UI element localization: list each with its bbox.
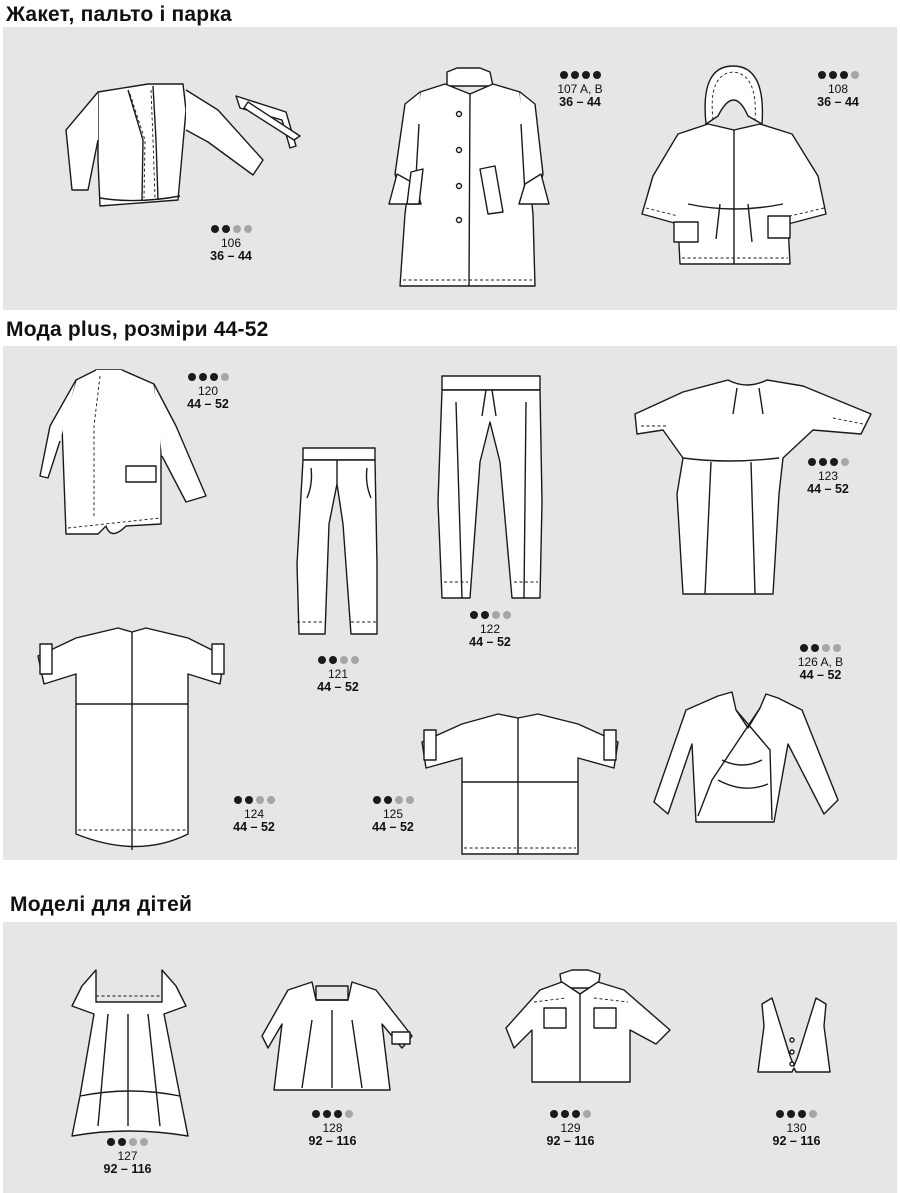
label-129: [538, 1110, 603, 1149]
difficulty-dot-empty: [395, 796, 403, 804]
difficulty-dots-108: [808, 71, 868, 81]
difficulty-dot-empty: [256, 796, 264, 804]
section-title-kids: Моделі для дітей: [10, 893, 193, 916]
difficulty-dots-127: [95, 1138, 160, 1148]
difficulty-dot-filled: [593, 71, 601, 79]
difficulty-dots-125: [363, 796, 423, 806]
difficulty-dot-filled: [245, 796, 253, 804]
difficulty-dot-empty: [129, 1138, 137, 1146]
difficulty-dot-filled: [560, 71, 568, 79]
difficulty-dot-empty: [233, 225, 241, 233]
difficulty-dot-filled: [800, 644, 808, 652]
difficulty-dot-filled: [550, 1110, 558, 1118]
difficulty-dot-filled: [318, 656, 326, 664]
sketch-125-blouse[interactable]: [418, 712, 623, 862]
difficulty-dot-empty: [351, 656, 359, 664]
sketch-129-shirt[interactable]: [500, 968, 675, 1088]
difficulty-dots-129: [538, 1110, 603, 1120]
difficulty-dot-empty: [345, 1110, 353, 1118]
model-number-126: 126 A, B: [797, 655, 844, 669]
difficulty-dot-filled: [234, 796, 242, 804]
difficulty-dot-filled: [776, 1110, 784, 1118]
difficulty-dot-filled: [373, 796, 381, 804]
label-120: [178, 373, 238, 412]
difficulty-dot-filled: [798, 1110, 806, 1118]
model-number-108: 108: [827, 82, 849, 96]
difficulty-dot-filled: [329, 656, 337, 664]
label-127: [95, 1138, 160, 1177]
model-sizes-126: 44 – 52: [799, 668, 842, 683]
label-130: [764, 1110, 829, 1149]
difficulty-dot-filled: [199, 373, 207, 381]
difficulty-dot-filled: [481, 611, 489, 619]
label-128: [300, 1110, 365, 1149]
label-124: [224, 796, 284, 835]
difficulty-dots-122: [460, 611, 520, 621]
difficulty-dot-filled: [582, 71, 590, 79]
sketch-108-parka[interactable]: [638, 64, 833, 269]
difficulty-dots-124: [224, 796, 284, 806]
difficulty-dot-filled: [384, 796, 392, 804]
difficulty-dot-empty: [244, 225, 252, 233]
difficulty-dot-empty: [841, 458, 849, 466]
difficulty-dot-filled: [811, 644, 819, 652]
difficulty-dots-107: [540, 71, 620, 81]
sketch-126-wraptop[interactable]: [652, 690, 847, 830]
difficulty-dot-empty: [822, 644, 830, 652]
difficulty-dot-filled: [840, 71, 848, 79]
difficulty-dot-filled: [211, 225, 219, 233]
difficulty-dot-empty: [406, 796, 414, 804]
model-sizes-125: 44 – 52: [372, 820, 414, 835]
sketch-130-vest[interactable]: [754, 996, 834, 1076]
difficulty-dot-empty: [492, 611, 500, 619]
difficulty-dots-128: [300, 1110, 365, 1120]
difficulty-dot-filled: [808, 458, 816, 466]
difficulty-dots-126: [788, 644, 853, 654]
difficulty-dot-filled: [210, 373, 218, 381]
difficulty-dot-empty: [340, 656, 348, 664]
model-sizes-129: 92 – 116: [546, 1134, 595, 1149]
model-number-123: 123: [817, 469, 839, 483]
difficulty-dots-123: [798, 458, 858, 468]
difficulty-dot-empty: [140, 1138, 148, 1146]
label-125: [363, 796, 423, 835]
difficulty-dot-empty: [503, 611, 511, 619]
model-number-106: 106: [220, 236, 242, 250]
difficulty-dot-filled: [118, 1138, 126, 1146]
model-number-125: 125: [382, 807, 404, 821]
model-number-121: 121: [327, 667, 349, 681]
difficulty-dot-filled: [571, 71, 579, 79]
model-number-128: 128: [322, 1121, 343, 1135]
difficulty-dot-empty: [833, 644, 841, 652]
sketch-127-dress[interactable]: [68, 966, 193, 1141]
difficulty-dot-empty: [583, 1110, 591, 1118]
difficulty-dots-106: [196, 225, 266, 235]
sketch-107-coat[interactable]: [385, 64, 555, 289]
model-number-130: 130: [786, 1121, 807, 1135]
model-number-122: 122: [479, 622, 501, 636]
sketch-122-trackpants[interactable]: [432, 372, 552, 602]
section-title-plus: Мода plus, розміри 44-52: [6, 318, 269, 341]
model-sizes-107: 36 – 44: [559, 95, 601, 110]
difficulty-dot-filled: [561, 1110, 569, 1118]
difficulty-dot-empty: [221, 373, 229, 381]
difficulty-dot-filled: [188, 373, 196, 381]
difficulty-dot-filled: [334, 1110, 342, 1118]
difficulty-dot-filled: [830, 458, 838, 466]
label-121: [308, 656, 368, 695]
section-title-jackets: Жакет, пальто і парка: [6, 3, 232, 26]
difficulty-dot-empty: [809, 1110, 817, 1118]
model-number-124: 124: [243, 807, 265, 821]
model-number-120: 120: [197, 384, 219, 398]
difficulty-dot-filled: [312, 1110, 320, 1118]
sketch-106-jacket[interactable]: [58, 80, 308, 215]
difficulty-dot-filled: [819, 458, 827, 466]
difficulty-dot-filled: [470, 611, 478, 619]
difficulty-dot-empty: [267, 796, 275, 804]
model-sizes-120: 44 – 52: [187, 397, 229, 412]
model-sizes-121: 44 – 52: [317, 680, 359, 695]
model-sizes-122: 44 – 52: [469, 635, 511, 650]
model-sizes-123: 44 – 52: [807, 482, 849, 497]
model-sizes-106: 36 – 44: [210, 249, 252, 264]
difficulty-dot-filled: [107, 1138, 115, 1146]
label-123: [798, 458, 858, 497]
difficulty-dot-filled: [818, 71, 826, 79]
difficulty-dots-120: [178, 373, 238, 383]
model-sizes-124: 44 – 52: [233, 820, 275, 835]
model-sizes-128: 92 – 116: [308, 1134, 357, 1149]
difficulty-dots-130: [764, 1110, 829, 1120]
sketch-128-blouse[interactable]: [272, 980, 422, 1095]
model-sizes-127: 92 – 116: [103, 1162, 152, 1177]
model-number-127: 127: [117, 1149, 138, 1163]
label-106: [196, 225, 266, 264]
difficulty-dot-empty: [851, 71, 859, 79]
difficulty-dot-filled: [323, 1110, 331, 1118]
difficulty-dot-filled: [222, 225, 230, 233]
label-107: [540, 71, 620, 110]
label-126: [788, 644, 853, 683]
sketch-124-shirtdress[interactable]: [28, 624, 238, 859]
model-sizes-108: 36 – 44: [817, 95, 859, 110]
difficulty-dot-filled: [572, 1110, 580, 1118]
difficulty-dot-filled: [829, 71, 837, 79]
model-sizes-130: 92 – 116: [772, 1134, 821, 1149]
sketch-121-trousers[interactable]: [295, 444, 385, 639]
label-108: [808, 71, 868, 110]
model-number-107: 107 A, B: [557, 82, 603, 96]
difficulty-dot-filled: [787, 1110, 795, 1118]
difficulty-dots-121: [308, 656, 368, 666]
label-122: [460, 611, 520, 650]
model-number-129: 129: [560, 1121, 581, 1135]
